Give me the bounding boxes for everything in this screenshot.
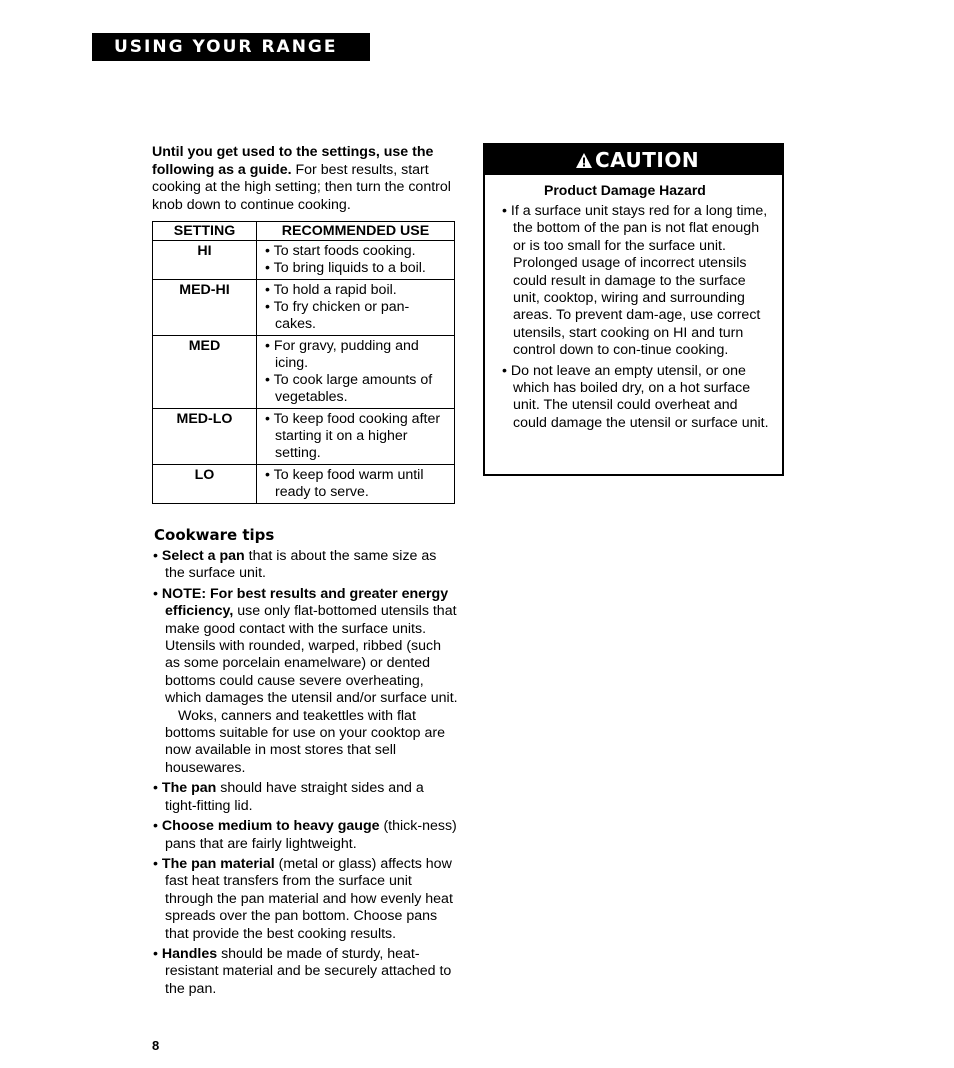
- table-row: [153, 336, 455, 409]
- cookware-tips-heading: Cookware tips: [154, 526, 275, 544]
- section-header: [92, 33, 370, 61]
- use-item: • To keep food cooking after starting it on a higher setting.: [265, 411, 441, 461]
- table-header-row: [153, 222, 455, 241]
- use-item: • For gravy, pudding and icing.: [265, 338, 419, 371]
- use-item: • To bring liquids to a boil.: [265, 260, 426, 276]
- use-cell: [257, 465, 455, 504]
- use-column-header: RECOMMENDED USE: [257, 222, 455, 241]
- list-item: • The pan material (metal or glass) affects how fast heat transfers from the surface unit through the pan material and how evenly heat spreads over the pan bottom. Choose pans that provide the best cooking results.: [153, 855, 453, 942]
- table-row: [153, 465, 455, 504]
- use-cell: [257, 241, 455, 280]
- cookware-tips-list: [153, 548, 458, 1001]
- setting-column-header: SETTING: [153, 222, 257, 241]
- use-item: • To fry chicken or pan-cakes.: [265, 299, 410, 332]
- list-item-paragraph: Woks, canners and teakettles with flat bottoms suitable for use on your cooktop are now available in most stores that sell housewares.: [165, 707, 445, 776]
- table-row: [153, 241, 455, 280]
- intro-text: For best results, start cooking at the high setting; then turn the control knob down to continue cooking.: [152, 161, 451, 213]
- setting-cell: MED-LO: [153, 409, 257, 465]
- intro-bold: Until you get used to the settings, use the following as a guide.: [152, 144, 434, 178]
- section-title: USING YOUR RANGE: [114, 37, 338, 57]
- use-cell: [257, 336, 455, 409]
- caution-header: [485, 145, 782, 175]
- setting-cell: HI: [153, 241, 257, 280]
- use-cell: [257, 409, 455, 465]
- caution-list: [485, 203, 782, 432]
- use-item: • To start foods cooking.: [265, 243, 416, 259]
- caution-box: [483, 143, 784, 476]
- caution-title: CAUTION: [595, 148, 700, 172]
- setting-cell: MED-HI: [153, 280, 257, 336]
- list-item: • Do not leave an empty utensil, or one which has boiled dry, on a hot surface unit. The utensil could overheat and could damage the utensil or surface unit.: [502, 362, 769, 431]
- list-item: • If a surface unit stays red for a long time, the bottom of the pan is not flat enough or is too small for the surface unit. Prolonged usage of incorrect utensils could result in damage to the surface unit, cooktop, wiring and surrounding areas. To prevent dam-age, use correct utensils, start cooking on HI and turn control down to con-tinue cooking.: [502, 203, 768, 359]
- list-item: • NOTE: For best results and greater energy efficiency, use only flat-bottomed utensils that make good contact with the surface units. Utensils with rounded, warped, ribbed (such as some porcelain enamelware) or dented bottoms could cause severe overheating, which damages the utensil and/or surface unit.: [153, 585, 458, 707]
- use-cell: [257, 280, 455, 336]
- use-item: • To hold a rapid boil.: [265, 282, 397, 298]
- list-item: • The pan should have straight sides and a tight-fitting lid.: [153, 780, 424, 814]
- caution-subtitle: Product Damage Hazard: [544, 182, 706, 198]
- use-item: • To keep food warm until ready to serve.: [265, 467, 424, 500]
- table-row: [153, 409, 455, 465]
- use-item: • To cook large amounts of vegetables.: [265, 372, 433, 405]
- setting-cell: LO: [153, 465, 257, 504]
- page-number: 8: [152, 1038, 160, 1053]
- list-item: • Choose medium to heavy gauge (thick-ness) pans that are fairly lightweight.: [153, 818, 457, 852]
- intro-paragraph: [152, 144, 452, 214]
- list-item: • Select a pan that is about the same size as the surface unit.: [153, 548, 437, 582]
- table-row: [153, 280, 455, 336]
- setting-cell: MED: [153, 336, 257, 409]
- settings-table: [152, 221, 455, 504]
- list-item: • Handles should be made of sturdy, heat-resistant material and be securely attached to the pan.: [153, 945, 452, 997]
- warning-triangle-icon: [575, 147, 593, 177]
